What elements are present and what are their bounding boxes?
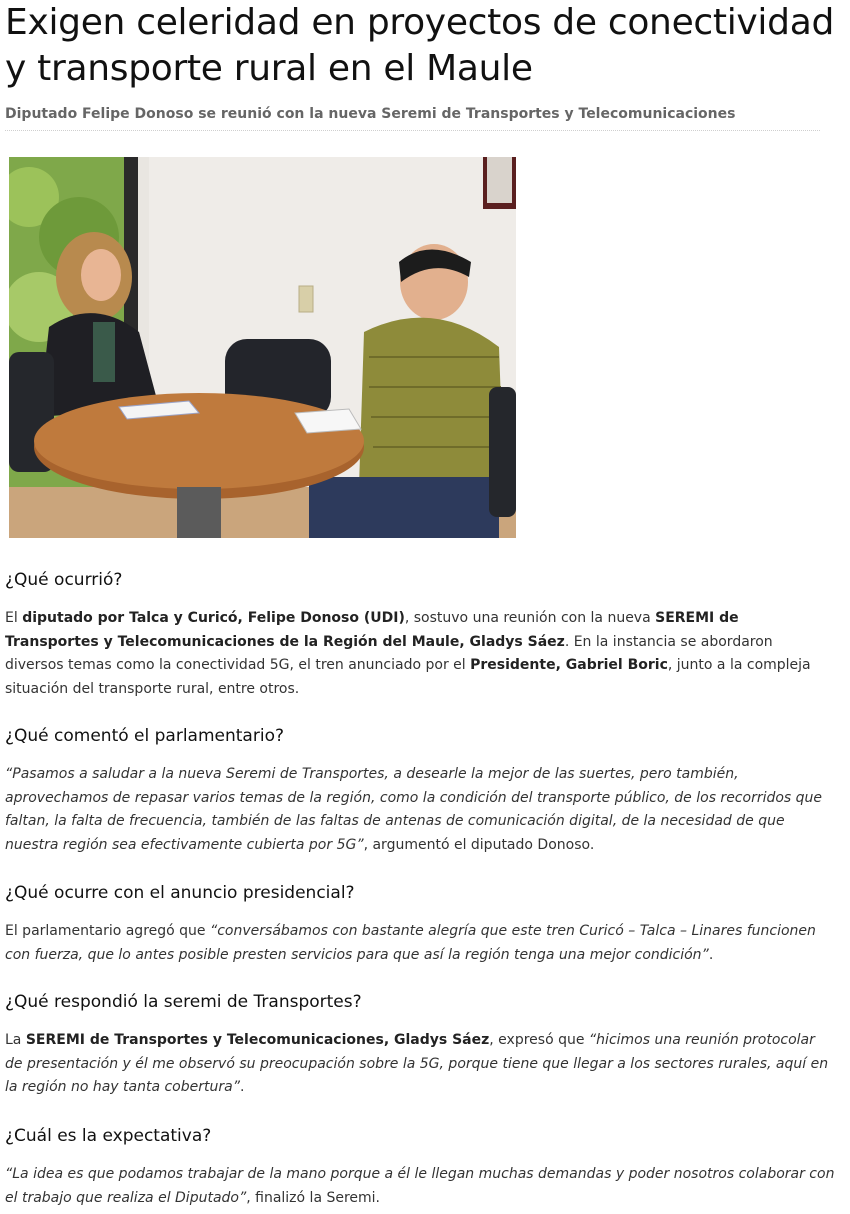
article-subtitle: Diputado Felipe Donoso se reunió con la nueva Seremi de Transportes y Telecomunicaciones — [5, 104, 820, 131]
section-paragraph: “Pasamos a saludar a la nueva Seremi de Transportes, a desearle la mejor de las suertes, pero también, aprovechamos de repasar varios temas de la región, como la condición del transporte público, de los recorridos que faltan, la falta de frecuencia, también de las faltas de antenas de comunicación digital, de la necesidad de que nuestra región sea efectivamente cubierta por 5G”, argumentó el diputado Donoso. — [5, 766, 823, 853]
section-paragraph: La SEREMI de Transportes y Telecomunicaciones, Gladys Sáez, expresó que “hicimos una reunión protocolar de presentación y él me observó su preocupación sobre la 5G, porque tiene que llegar a los sectores rurales, aquí en la región no hay tanta cobertura”. — [5, 1032, 829, 1095]
section-heading: ¿Qué ocurrió? — [5, 570, 123, 590]
meeting-photo — [9, 157, 516, 538]
section-what-happened — [5, 568, 835, 701]
section-seremi-response — [5, 990, 835, 1100]
section-expectation — [5, 1124, 835, 1210]
section-heading: ¿Qué ocurre con el anuncio presidencial? — [5, 883, 355, 903]
section-heading: ¿Qué comentó el parlamentario? — [5, 726, 284, 746]
article-title: Exigen celeridad en proyectos de conectividad y transporte rural en el Maule — [5, 2, 835, 89]
section-paragraph: El parlamentario agregó que “conversábamos con bastante alegría que este tren Curicó – Talca – Linares funcionen con fuerza, que lo antes posible presten servicios para que así la región tenga una mejor condición”. — [5, 923, 816, 963]
section-legislator-comment — [5, 724, 835, 857]
section-paragraph: El diputado por Talca y Curicó, Felipe Donoso (UDI), sostuvo una reunión con la nueva SEREMI de Transportes y Telecomunicaciones de la Región del Maule, Gladys Sáez. En la instancia se abordaron diversos temas como la conectividad 5G, el tren anunciado por el Presidente, Gabriel Boric, junto a la compleja situación del transporte rural, entre otros. — [5, 610, 811, 697]
section-heading: ¿Qué respondió la seremi de Transportes? — [5, 992, 362, 1012]
section-presidential-announcement — [5, 881, 835, 967]
section-heading: ¿Cuál es la expectativa? — [5, 1126, 212, 1146]
section-paragraph: “La idea es que podamos trabajar de la mano porque a él le llegan muchas demandas y poder nosotros colaborar con el trabajo que realiza el Diputado”, finalizó la Seremi. — [5, 1166, 835, 1206]
